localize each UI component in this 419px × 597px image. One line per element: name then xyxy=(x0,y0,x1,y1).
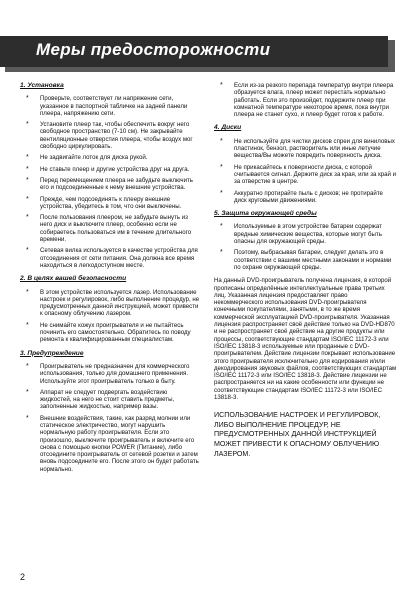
section-heading: 2. В целях вашей безопасности xyxy=(20,275,127,283)
page-header xyxy=(0,36,395,74)
section-heading: 1. Установка xyxy=(20,82,64,89)
page-title: Меры предосторожности xyxy=(36,40,271,59)
list-item: * Проигрыватель не предназначен для коммерческого использования, только для домашнего применения. Используйте этот проигрыватель только в быту. xyxy=(20,363,200,385)
section-heading: 4. Диски xyxy=(214,124,242,132)
section xyxy=(214,210,397,271)
list-item: * Проверьте, соответствует ли напряжение сети, указанное в паспортной табличке на задней панели плеера, напряжению сети. xyxy=(20,95,200,117)
list-item: * Если из-за резкого перепада температур внутри плеера образуется влага, плеер может перестать нормально работать. Если это произойдет, подержите плеер при комнатной температуре некоторое время, пока внутри плеера не станет сухо, и плеер будет готов к работе. xyxy=(214,82,397,118)
list-item: * Не задвигайте лоток для диска рукой. xyxy=(20,154,200,161)
right-column xyxy=(214,82,397,467)
list-item: * После пользования плеером, не забудьте вынуть из него диск и выключите плеер, особенно если не собираетесь пользоваться им в течение длительного времени. xyxy=(20,214,200,243)
list-item: * Аккуратно протирайте пыль с дисков; не протирайте диск круговыми движениями. xyxy=(214,190,397,205)
bullet-list xyxy=(20,363,200,473)
laser-warning-caps: ИСПОЛЬЗОВАНИЕ НАСТРОЕК И РЕГУЛИРОВОК, ЛИБО ВЫПОЛНЕНИЕ ПРОЦЕДУР, НЕ ПРЕДУСМОТРЕННЫХ ДАННОЙ ИНСТРУКЦИЕЙ МОЖЕТ ПРИВЕСТИ К ОПАСНОМУ ОБЛУЧЕНИЮ ЛАЗЕРОМ. xyxy=(214,411,381,458)
list-item: * Сетевая вилка используется в качестве устройства для отсоединения от сети питания. Она должна все время находиться в легкодоступном месте. xyxy=(20,247,200,269)
list-item: * Используемые в этом устройстве батареи содержат вредные химические вещества, которые могут быть опасны для окружающей среды. xyxy=(214,223,397,245)
section xyxy=(20,82,200,269)
list-item: * Не ставьте плеер и другие устройства друг на друга. xyxy=(20,166,200,173)
section xyxy=(214,124,397,204)
list-item: * Не прикасайтесь к поверхности диска, с которой считывается сигнал. Держите диск за края, или за край и за отверстие в центре. xyxy=(214,164,397,186)
bullet-list xyxy=(214,223,397,271)
section xyxy=(214,82,397,118)
license-text: На данный DVD-проигрыватель получена лицензия, в которой прописаны определённые интеллектуальные права третьих лиц. Указанная лицензия предоставляет право некоммерческого использования DVD-проигрывателя конечными покупателями, занятыми, в то же время коммерческой эксплуатацией DVD-проигрывателя. Указанная лицензия распространяет своё действие только на DVD-HD870 и не распространяет своё действие на другие продукты или процессы, соответствующие стандартам ISO/IEC 11172-3 или ISO/IEC 13818-3 используемые или проданные с DVD-проигрывателем. Действие лицензии покрывает использование этого проигрывателя исключительно для кодирования и/или декодирования звуковых файлов, соответствующих стандартам ISO/IEC 11172-3 или ISO/IEC 13818-3. Действие лицензии не распространяется ни на какие особенности или функции не соответствующие стандартам ISO/IEC 11172-3 или ISO/IEC 13818-3. xyxy=(214,277,397,401)
list-item: * Не используйте для чистки дисков спреи для виниловых пластинок, бензол, растворитель или иные летучие вещества/Вы можете повредить поверхность диска. xyxy=(214,138,397,160)
page-number: 2 xyxy=(20,572,26,582)
right-sections xyxy=(214,82,397,271)
list-item: * Перед перемещением плеера не забудьте выключить его и подсоединенные к нему внешние устройства. xyxy=(20,177,200,192)
list-item: * Внешние воздействия, такие, как разряд молнии или статическое электричество, могут нарушить нормальную работу проигрывателя. Если это произошло, выключите проигрыватель и включите его снова с помощью кнопки POWER (Питание), либо отсоедините проигрыватель от сетевой розетки и затем вновь подсоедините его. После этого он будет работать нормально. xyxy=(20,415,200,473)
list-item: * Поэтому, выбрасывая батареи, следует делать это в соответствии с вашими местными законами и нормами по охране окружающей среды. xyxy=(214,249,397,271)
section-heading: 3. Предупреждение xyxy=(20,349,84,357)
section-heading: 5. Защита окружающей среды xyxy=(214,210,317,218)
bullet-list xyxy=(20,95,200,269)
left-column xyxy=(20,82,200,479)
list-item: * Аппарат не следует подвергать воздействию жидкостей, на него не стоит ставить предметы, заполненные жидкостью, например вазы. xyxy=(20,389,200,411)
bullet-list xyxy=(20,289,200,344)
section xyxy=(20,350,200,473)
header-bar xyxy=(0,36,388,67)
bullet-list xyxy=(214,138,397,204)
list-item: * В этом устройстве используется лазер. Использование настроек и регулировок, либо выполнение процедур, не предусмотренных данной инструкцией, может привести к опасному облучению лазером. xyxy=(20,289,200,318)
list-item: * Прежде, чем подсоединять к плееру внешние устройства, убедитесь в том, что они выключены. xyxy=(20,196,200,211)
list-item: * Установите плеер так, чтобы обеспечить вокруг него свободное пространство (7-10 см). Не закрывайте вентиляционные отверстия плеера, чтобы воздух мог свободно циркулировать. xyxy=(20,121,200,150)
section xyxy=(20,275,200,343)
list-item: * Не снимайте кожух проигрывателя и не пытайтесь починить его самостоятельно. Обратитесь по поводу ремонта к квалифицированным специалистам. xyxy=(20,322,200,344)
bullet-list xyxy=(214,82,397,118)
